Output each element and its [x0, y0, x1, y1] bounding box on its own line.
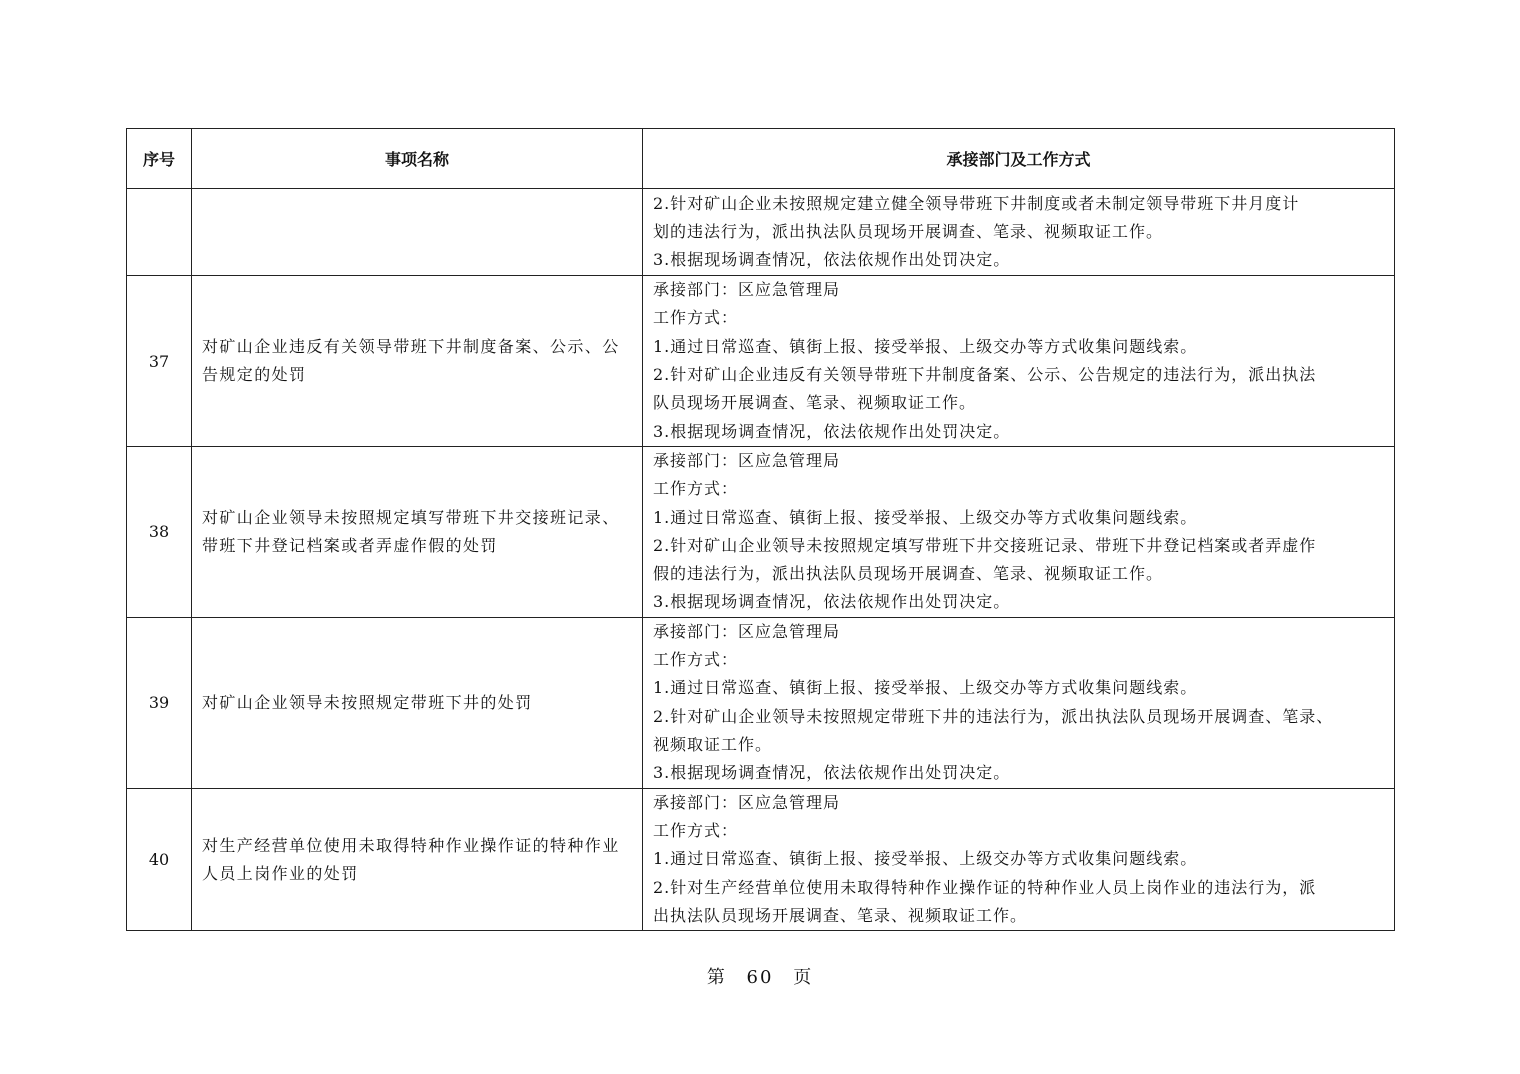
row-name: 对矿山企业领导未按照规定填写带班下井交接班记录、带班下井登记档案或者弄虚作假的处罚: [192, 447, 643, 618]
row-detail: [643, 276, 1395, 447]
detail-line: 1.通过日常巡查、镇街上报、接受举报、上级交办等方式收集问题线索。: [653, 678, 1198, 698]
detail-line: 2.针对矿山企业违反有关领导带班下井制度备案、公示、公告规定的违法行为，派出执法: [653, 365, 1317, 384]
table-row: [127, 788, 1395, 930]
detail-line: 1.通过日常巡查、镇街上报、接受举报、上级交办等方式收集问题线索。: [653, 507, 1198, 527]
page-footer: [0, 963, 1520, 989]
detail-line: 2.针对矿山企业未按照规定建立健全领导带班下井制度或者未制定领导带班下井月度计: [653, 193, 1300, 213]
table-row-continuation: [127, 189, 1395, 276]
row-detail: [643, 189, 1395, 276]
detail-line: 1.通过日常巡查、镇街上报、接受举报、上级交办等方式收集问题线索。: [653, 336, 1198, 356]
detail-line: 划的违法行为，派出执法队员现场开展调查、笔录、视频取证工作。: [653, 221, 1164, 241]
row-number: 38: [127, 447, 192, 618]
header-matter-name: 事项名称: [192, 129, 643, 189]
row-number-empty: [127, 189, 192, 276]
detail-line: 3.根据现场调查情况，依法依规作出处罚决定。: [653, 592, 1011, 612]
detail-line: 出执法队员现场开展调查、笔录、视频取证工作。: [653, 905, 1028, 925]
row-name-empty: [192, 189, 643, 276]
detail-line: 队员现场开展调查、笔录、视频取证工作。: [653, 393, 977, 413]
detail-line: 3.根据现场调查情况，依法依规作出处罚决定。: [653, 763, 1011, 783]
detail-line: 承接部门：区应急管理局: [653, 280, 841, 300]
detail-line: 3.根据现场调查情况，依法依规作出处罚决定。: [653, 250, 1011, 270]
detail-line: 工作方式：: [653, 650, 739, 670]
detail-line: 3.根据现场调查情况，依法依规作出处罚决定。: [653, 421, 1011, 441]
detail-line: 工作方式：: [653, 479, 739, 499]
detail-line: 1.通过日常巡查、镇街上报、接受举报、上级交办等方式收集问题线索。: [653, 849, 1198, 869]
page-label-suffix: 页: [793, 967, 814, 988]
detail-line: 视频取证工作。: [653, 735, 773, 755]
page-label-prefix: 第: [706, 967, 727, 988]
page-number: 60: [746, 967, 774, 988]
row-detail: [643, 617, 1395, 788]
row-number: 37: [127, 276, 192, 447]
table-header-row: [127, 129, 1395, 189]
row-number: 40: [127, 788, 192, 930]
detail-line: 承接部门：区应急管理局: [653, 451, 841, 470]
table-row: [127, 617, 1395, 788]
detail-line: 2.针对矿山企业领导未按照规定带班下井的违法行为，派出执法队员现场开展调查、笔录、: [653, 706, 1334, 726]
detail-line: 工作方式：: [653, 821, 739, 841]
detail-line: 2.针对矿山企业领导未按照规定填写带班下井交接班记录、带班下井登记档案或者弄虚作: [653, 535, 1317, 555]
detail-line: 承接部门：区应急管理局: [653, 792, 841, 812]
table-row: [127, 276, 1395, 447]
detail-line: 假的违法行为，派出执法队员现场开展调查、笔录、视频取证工作。: [653, 564, 1164, 584]
detail-line: 承接部门：区应急管理局: [653, 621, 841, 641]
row-name: 对生产经营单位使用未取得特种作业操作证的特种作业人员上岗作业的处罚: [192, 788, 643, 930]
detail-line: 工作方式：: [653, 308, 739, 328]
row-detail: [643, 788, 1395, 930]
row-name: 对矿山企业违反有关领导带班下井制度备案、公示、公告规定的处罚: [192, 276, 643, 447]
row-detail: [643, 447, 1395, 618]
table-row: [127, 447, 1395, 618]
row-name: 对矿山企业领导未按照规定带班下井的处罚: [192, 617, 643, 788]
matters-table: [126, 128, 1395, 931]
detail-line: 2.针对生产经营单位使用未取得特种作业操作证的特种作业人员上岗作业的违法行为，派: [653, 877, 1317, 897]
header-department-method: 承接部门及工作方式: [643, 129, 1395, 189]
header-number: 序号: [127, 129, 192, 189]
row-number: 39: [127, 617, 192, 788]
